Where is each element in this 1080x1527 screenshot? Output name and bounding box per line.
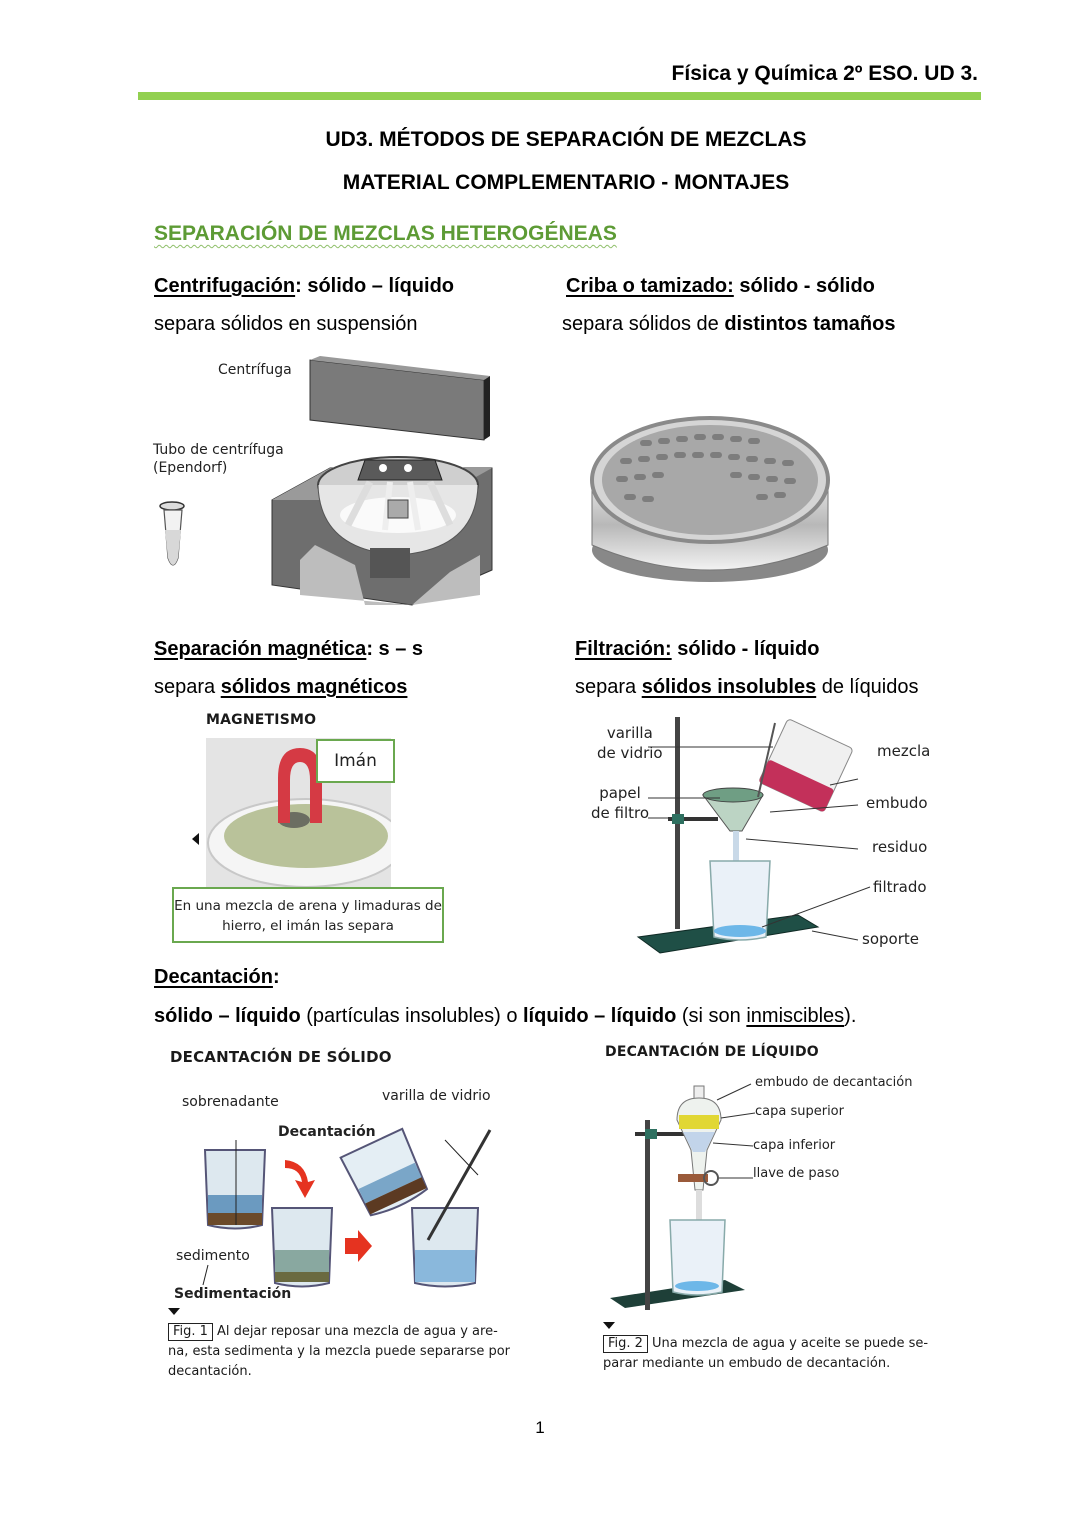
fig1-caption <box>168 1322 518 1382</box>
magnetic-type: : s – s <box>366 638 424 660</box>
section-heading: SEPARACIÓN DE MEZCLAS HETEROGÉNEAS <box>154 222 617 245</box>
filtration-title <box>575 638 819 661</box>
sieving-title <box>566 275 875 298</box>
document-title: UD3. MÉTODOS DE SEPARACIÓN DE MEZCLAS <box>325 128 807 151</box>
solid-decantation-illustration <box>160 1040 530 1300</box>
magnetic-desc <box>154 676 407 699</box>
magnetic-desc-prefix: separa <box>154 676 221 698</box>
supernatant-label: sobrenadante <box>182 1094 279 1110</box>
running-header: Física y Química 2º ESO. UD 3. <box>671 62 978 85</box>
left-arrow-marker-icon <box>192 833 199 845</box>
down-arrow-marker-icon-2 <box>603 1322 615 1329</box>
decantation-desc <box>154 1005 856 1028</box>
decantation-desc-t2: (si son <box>676 1005 747 1027</box>
centrifuge-illustration <box>150 350 500 610</box>
decantation-desc-b2: líquido – líquido <box>523 1005 677 1027</box>
sediment-label: sedimento <box>176 1248 250 1264</box>
mix-label: mezcla <box>877 742 931 760</box>
fig2-caption-text: Una mezcla de agua y aceite se puede se-parar mediante un embudo de decantación. <box>603 1336 929 1371</box>
sieving-name: Criba o tamizado: <box>566 275 734 297</box>
filter-paper-label-line2: de filtro <box>591 804 650 822</box>
fig1-tag: Fig. 1 <box>168 1323 213 1341</box>
filtration-figure <box>570 705 960 965</box>
magnetic-desc-bold: sólidos magnéticos <box>220 676 408 698</box>
document-subtitle: MATERIAL COMPLEMENTARIO - MONTAJES <box>342 171 790 194</box>
decantation-desc-t3: ). <box>844 1005 857 1027</box>
liquid-decantation-heading: DECANTACIÓN DE LÍQUIDO <box>605 1044 819 1060</box>
fig1-caption-text: Al dejar reposar una mezcla de agua y are-na, esta sedimenta y la mezcla puede separarse por decantación. <box>168 1324 511 1379</box>
stand-label: soporte <box>862 930 919 948</box>
liquid-decantation-figure <box>595 1040 935 1380</box>
upper-layer-label: capa superior <box>755 1104 844 1119</box>
header-rule <box>138 92 981 100</box>
filtration-type: sólido - líquido <box>671 638 820 660</box>
centrifugation-desc: separa sólidos en suspensión <box>154 313 418 335</box>
filtration-name: Filtración: <box>575 638 672 660</box>
filter-paper-label <box>591 783 649 823</box>
centrifuge-figure <box>150 350 500 610</box>
magnetic-title <box>154 638 423 661</box>
lower-layer-label: capa inferior <box>753 1138 836 1153</box>
sieving-desc-prefix: separa sólidos de <box>562 313 725 335</box>
page-number: 1 <box>535 1418 545 1437</box>
sieving-desc <box>562 313 895 336</box>
magnet-label-box: Imán <box>316 739 395 783</box>
fig2-tag: Fig. 2 <box>603 1335 648 1353</box>
fig2-caption <box>603 1334 933 1374</box>
solid-decantation-figure <box>160 1040 530 1390</box>
glass-rod-label: varilla de vidrio <box>382 1088 491 1104</box>
down-arrow-marker-icon <box>168 1308 180 1315</box>
centrifugation-type: : sólido – líquido <box>295 275 455 297</box>
sep-funnel-label: embudo de decantación <box>755 1075 913 1090</box>
sedimentation-step-label: Sedimentación <box>174 1286 292 1302</box>
decantation-desc-t1: (partículas insolubles) o <box>300 1005 523 1027</box>
residue-label: residuo <box>872 838 928 856</box>
decantation-colon: : <box>272 966 280 988</box>
tube-label-2: (Ependorf) <box>153 460 228 476</box>
sieve-illustration <box>580 380 840 590</box>
decantation-step-label: Decantación <box>278 1124 376 1140</box>
magnetism-heading: MAGNETISMO <box>206 712 317 728</box>
decantation-title <box>154 966 280 989</box>
filtration-desc-prefix: separa <box>575 676 642 698</box>
filter-paper-label-line1: papel <box>599 784 641 802</box>
stopcock-label: llave de paso <box>753 1166 840 1181</box>
magnetic-name: Separación magnética <box>154 638 367 660</box>
decantation-desc-underlined: inmiscibles <box>746 1005 845 1027</box>
tube-label-1: Tubo de centrífuga <box>153 442 284 458</box>
filtration-desc-suffix: de líquidos <box>816 676 919 698</box>
rod-label-line2: de vidrio <box>597 744 663 762</box>
rod-label-line1: varilla <box>606 724 653 742</box>
centrifugation-name: Centrifugación <box>154 275 296 297</box>
decantation-desc-b1: sólido – líquido <box>154 1005 301 1027</box>
sieving-desc-bold: distintos tamaños <box>724 313 896 335</box>
rod-label <box>597 723 663 763</box>
magnet-caption-box: En una mezcla de arena y limaduras de hierro, el imán las separa <box>172 887 444 943</box>
decantation-name: Decantación <box>154 966 273 988</box>
filtration-desc-bold: sólidos insolubles <box>641 676 817 698</box>
filtrate-label: filtrado <box>873 878 927 896</box>
solid-decantation-heading: DECANTACIÓN DE SÓLIDO <box>170 1048 392 1066</box>
sieving-type: sólido - sólido <box>733 275 875 297</box>
filtration-desc <box>575 676 919 699</box>
centrifugation-title <box>154 275 454 298</box>
centrifuge-label: Centrífuga <box>218 362 292 378</box>
funnel-label: embudo <box>866 794 928 812</box>
